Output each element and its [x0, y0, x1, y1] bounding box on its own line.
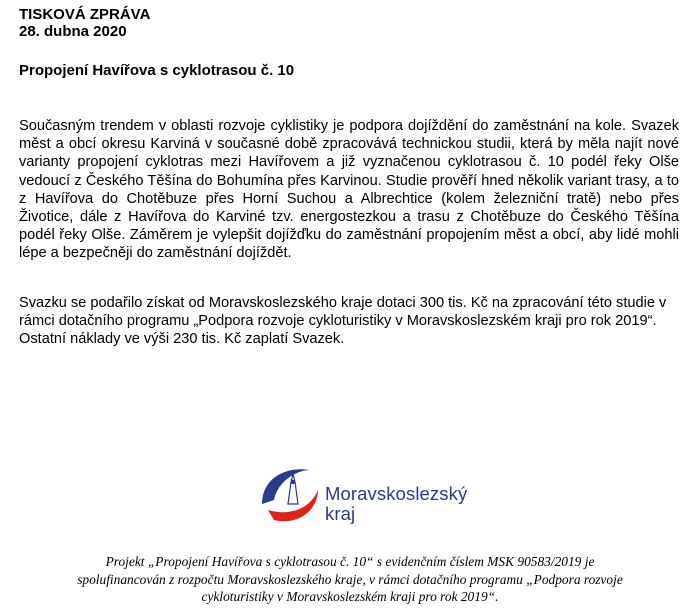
footer-line-2: spolufinancován z rozpočtu Moravskoslezského kraje, v rámci dotačního programu „Podpora rozvoje [77, 571, 623, 587]
logo-blue-swoosh-icon [262, 469, 310, 504]
logo-text-line-1: Moravskoslezský [325, 483, 468, 504]
paragraph-2: Svazku se podařilo získat od Moravskoslezského kraje dotaci 300 tis. Kč na zpracování této studie v rámci dotačního programu „Podpora rozvoje cykloturistiky v Moravskoslezském kraji pro rok 2019“. Ostatní náklady ve výši 230 tis. Kč zaplatí Svazek. [19, 295, 667, 348]
funding-footer [6, 553, 694, 606]
logo-text-line-2: kraj [325, 503, 356, 524]
paragraph-1: Současným trendem v oblasti rozvoje cyklistiky je podpora dojíždění do zaměstnání na kole. Svazek měst a obcí okresu Karviná v současné době zpracovává technickou studii, která by měla najít nové varianty propojení cyklotras mezi Havířovem a již vyznačenou cyklotrasou č. 10 podél řeky Olše vedoucí z Českého Těšína do Bohumína přes Karvinou. Studie prověří hned několik variant trasy, a to z Havířova do Chotěbuze přes Horní Suchou a Albrechtice (kolem železniční tratě) nebo přes Životice, dále z Havířova do Karviné tzv. energostezkou a trasu z Chotěbuze do Českého Těšína podél řeky Olše. Záměrem je vylepšit dojížďku do zaměstnání propojením měst a obcí, aby lidé mohli lépe a bezpečněji do zaměstnání dojíždět. [19, 118, 679, 262]
logo-tower-icon [288, 474, 298, 504]
document-title: Propojení Havířova s cyklotrasou č. 10 [19, 62, 295, 79]
release-date: 28. dubna 2020 [19, 23, 127, 40]
logo-wordmark [325, 484, 467, 524]
press-release-label: TISKOVÁ ZPRÁVA [19, 6, 151, 23]
footer-line-3: cykloturistiky v Moravskoslezském kraji pro rok 2019“. [201, 589, 499, 604]
footer-line-1: Projekt „Propojení Havířova s cyklotrasou č. 10“ s evidenčním číslem MSK 90583/2019 je [105, 554, 595, 569]
